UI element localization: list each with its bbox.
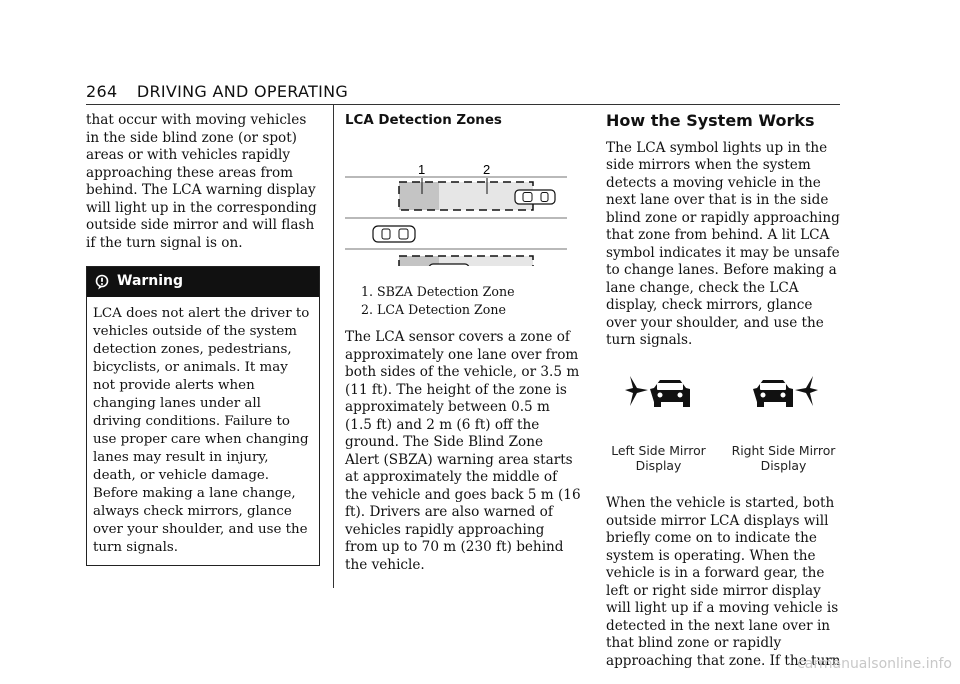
lca-coverage-paragraph: The LCA sensor covers a zone of approximately one lane over from both sides of the vehicle, or 3.5 m (11 ft). The height of the zone is approximately between 0.5 m (1.5 ft) and 2 m (6 ft) off the ground. The Side Blind Zone Alert (SBZA) warning area starts at approximately the middle of the vehicle and goes back 5 m (16 ft). Drivers are also warned of vehicles rapidly approaching from up to 70 m (230 ft) behind the vehicle. [345, 329, 581, 573]
warning-body: LCA does not alert the driver to vehicles outside of the system detection zones, pedestrians, bicyclists, or animals. It may not provide alerts when changing lanes under all driving conditions. Failure to use proper care when changing lanes may result in injury, death, or vehicle damage. Before making a lane change, always check mirrors, glance over your shoulder, and use the turn signals. [93, 306, 310, 555]
detection-zones-heading: LCA Detection Zones [345, 113, 502, 128]
host-vehicle [373, 226, 415, 242]
section-title: DRIVING AND OPERATING [136, 82, 349, 101]
right-mirror-label: Right Side Mirror Display [731, 443, 836, 473]
warning-title-bar [87, 267, 319, 297]
page-number: 264 [86, 82, 118, 101]
left-mirror-display [599, 374, 719, 474]
caption-sbza: 1. SBZA Detection Zone [361, 284, 515, 299]
how-system-works-paragraph: The LCA symbol lights up in the side mirrors when the system detects a moving vehicle in the next lane over that is in the side blind zone or rapidly approaching that zone from behind. A lit LCA symbol indicates it may be unsafe to change lanes. Before making a lane change, check the LCA display, check mirrors, glance over your shoulder, and use the turn signals. [606, 139, 840, 348]
target-vehicle-bottom [429, 264, 469, 266]
diagram-captions [345, 283, 581, 319]
warning-title: Warning [117, 273, 184, 290]
page-header [86, 82, 348, 101]
column-1 [86, 112, 322, 566]
left-mirror-label: Left Side Mirror Display [611, 443, 706, 473]
left-lca-symbol-icon [624, 374, 694, 414]
callout-2: 2 [483, 161, 491, 177]
caption-lca: 2. LCA Detection Zone [361, 302, 506, 317]
right-mirror-display [724, 374, 844, 474]
warning-box [86, 266, 320, 566]
sbza-zone-fill [399, 182, 439, 210]
column-divider [333, 104, 334, 588]
column-3 [606, 112, 842, 684]
mirror-displays [596, 374, 846, 474]
callout-1: 1 [418, 161, 426, 177]
warning-icon [95, 274, 109, 290]
header-rule [86, 104, 840, 105]
startup-paragraph: When the vehicle is started, both outside mirror LCA displays will briefly come on to indicate the system is operating. When the vehicle is in a forward gear, the left or right side mirror display will light up if a moving vehicle is detected in the next lane over in that blind zone or rapidly approaching that zone. If the turn [606, 495, 841, 669]
column-2 [345, 112, 581, 588]
target-vehicle-top [515, 190, 555, 204]
right-lca-symbol-icon [749, 374, 819, 414]
intro-paragraph: that occur with moving vehicles in the side blind zone (or spot) areas or with vehicles rapidly approaching these areas from behind. The LCA warning display will light up in the corresponding outside side mirror and will flash if the turn signal is on. [86, 112, 317, 251]
detection-zones-diagram [345, 138, 581, 272]
how-system-works-heading: How the System Works [606, 111, 815, 130]
watermark: carmanualsonline.info [797, 656, 952, 672]
